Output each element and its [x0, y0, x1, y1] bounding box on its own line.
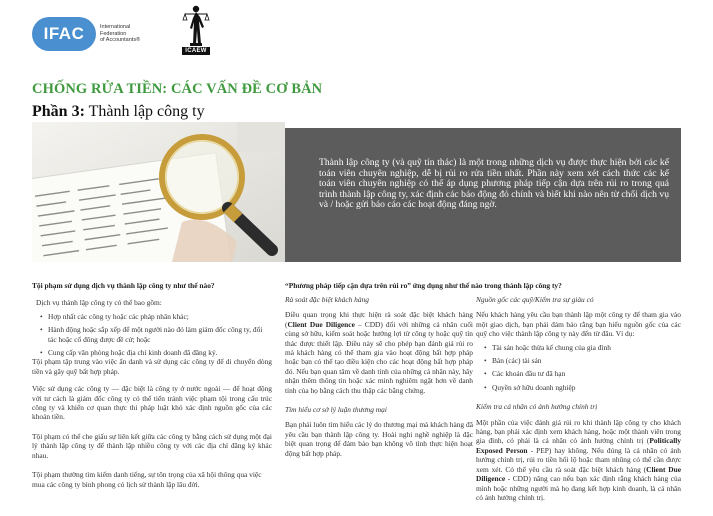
list-item-text: Các khoản đầu tư đã hạn — [492, 369, 566, 379]
source-funds-paragraph: Nếu khách hàng yêu cầu bạn thành lập một công ty để tham gia vào một giao dịch, bạn phải đảm bảo rằng bạn hiểu nguồn gốc của các quỹ cho việc thành lập công ty này đến từ đâu. Ví dụ: — [476, 310, 681, 339]
pep-text: Một phần của việc đánh giá rủi ro khi thành lập công ty cho khách hàng, bạn phải xác định xem khách hàng, hoặc một thành viên trong gia đình, có phải là cá nhân có ảnh hưởng chính trị ( — [476, 417, 681, 446]
document-magnifier-photo — [32, 122, 285, 262]
bullet-icon: • — [484, 382, 487, 392]
col1-heading: Tội phạm sử dụng dịch vụ thành lập công ty như thế nào? — [32, 281, 215, 290]
list-item-text: Hành động hoặc sắp xếp để một người nào đó làm giám đốc công ty, đối tác hoặc cổ đông được đề cử; hoặc — [48, 325, 263, 344]
section-name: Thành lập công ty — [84, 103, 205, 120]
col1-lead: Dịch vụ thành lập công ty có thể bao gồm: — [36, 298, 162, 308]
column-left — [32, 281, 272, 489]
list-item — [32, 348, 272, 357]
col1-paragraph: Việc sử dụng các công ty — đặc biệt là công ty ở nước ngoài — để hoạt động với tư cách là giám đốc công ty có thể tiến tránh việc phạm tội trong cấu trúc công ty và khiến cơ quan thực thi pháp luật khó xác định nguồn gốc của các khoản tiền. — [32, 384, 272, 422]
pep-heading: Kiểm tra cá nhân có ảnh hưởng chính trị — [476, 402, 598, 412]
list-item-text: Bán (các) tài sản — [492, 356, 542, 366]
cdd-term: Client Due Diligence — [287, 319, 355, 329]
list-item-text: Tài sản hoặc thừa kế chung của gia đình — [492, 342, 611, 352]
ifac-logo — [32, 16, 152, 52]
intro-text: Thành lập công ty (và quỹ tín thác) là một trong những dịch vụ được thực hiện bởi các kế toán viên chuyên nghiệp, dễ bị rủi ro rửa tiền nhất. Phần này xem xét cách thức các kế toán viên chuyên nghiệp có thể áp dụng phương pháp tiếp cận dựa trên rủi ro trong quá trình thành lập công ty, xác định các báo động đỏ chính và biết khi nào nên từ chối dịch vụ và / hoặc gửi báo cáo các hoạt động đáng ngờ. — [319, 157, 669, 211]
bullet-icon: • — [484, 342, 487, 352]
cdd-paragraph — [285, 310, 473, 395]
magnifier-illustration-icon — [32, 122, 285, 262]
pep-paragraph — [476, 418, 681, 503]
col2-heading: “Phương pháp tiếp cận dựa trên rủi ro” ứng dụng như thế nào trong thành lập công ty? — [285, 281, 562, 290]
list-item — [476, 356, 681, 365]
commercial-heading: Tìm hiểu cơ sở lý luận thương mại — [285, 405, 387, 415]
list-item-text: Quyền sở hữu doanh nghiệp — [492, 382, 576, 392]
bullet-icon: • — [484, 356, 487, 366]
bullet-icon: • — [40, 325, 43, 335]
bullet-icon: • — [40, 311, 43, 321]
section-prefix: Phần 3: — [32, 103, 85, 120]
cdd-text: Điều quan trọng khi thực hiện rà soát đặc biệt khách hàng ( — [285, 310, 473, 329]
ifac-name-line: of Accountants® — [100, 37, 141, 44]
list-item — [32, 312, 272, 321]
list-item-text: Hợp nhất các công ty hoặc các pháp nhân khác; — [48, 311, 189, 321]
icaew-figure-icon — [181, 4, 211, 46]
list-item-text: Cung cấp văn phòng hoặc địa chỉ kinh doanh đã đăng ký. — [48, 348, 218, 358]
icaew-label: ICAEW — [182, 47, 210, 55]
bullet-icon: • — [40, 348, 43, 358]
list-item — [476, 369, 681, 378]
list-item — [476, 383, 681, 392]
section-title — [32, 103, 205, 121]
source-funds-heading: Nguồn gốc các quỹ/Kiểm tra sự giàu có — [476, 295, 594, 304]
ifac-name — [100, 24, 140, 44]
column-right — [476, 295, 681, 502]
cdd-term: Client Due Diligence — [476, 464, 682, 484]
cdd-heading: Rà soát đặc biệt khách hàng — [285, 295, 369, 304]
icaew-logo — [178, 4, 214, 60]
col1-paragraph: Tội phạm tập trung vào việc ẩn danh và sử dụng các công ty để di chuyển dòng tiền và gây quỹ bất hợp pháp. — [32, 357, 272, 376]
list-item — [32, 325, 272, 344]
ifac-badge: IFAC — [32, 17, 96, 51]
intro-panel — [285, 128, 681, 262]
pep-text: - CDD) nâng cao nếu bạn xác định rằng khách hàng của mình hoặc những người mà họ đang kết hợp kinh doanh, là cá nhân có ảnh hưởng chính trị. — [476, 474, 681, 502]
commercial-paragraph: Bạn phải luôn tìm hiểu các lý do thương mại mà khách hàng đã yêu cầu bạn thành lập công ty. Hoài nghi nghề nghiệp là đặc biệt quan trọng để đảm bảo bạn không vô tình thực hiện hoạt động bất hợp pháp. — [285, 420, 473, 458]
ifac-name-line: Federation — [100, 30, 127, 37]
pep-text: - PEP) hay không. Nếu đúng là cá nhân có ảnh hưởng chính trị, rủi ro tiền hối lộ hoặc tham nhũng có thể cần được xem xét. Cỏ thể yêu cầu rà soát đặc biệt khách hàng ( — [476, 445, 681, 474]
col1-paragraph: Tội phạm có thể che giấu sự liên kết giữa các công ty bằng cách sử dụng một đại lý thành lập công ty để thành lập nhiều công ty với các địa chỉ đăng ký khác nhau. — [32, 431, 272, 460]
page-title: CHỐNG RỬA TIỀN: CÁC VẤN ĐỀ CƠ BẢN — [32, 81, 323, 97]
ifac-name-line: International — [100, 24, 131, 31]
list-item — [476, 343, 681, 352]
bullet-icon: • — [484, 369, 487, 379]
column-middle — [285, 295, 473, 458]
col1-paragraph: Tội phạm thường tìm kiếm danh tiếng, sự tôn trọng của xã hội thông qua việc mua các công ty bình phong có lịch sử thành lập lâu đời. — [32, 470, 262, 489]
pep-term: Politically Exposed Person — [476, 436, 681, 455]
cdd-text: – CDD) đối với những cá nhân cuối cùng sở hữu, kiểm soát hoặc hưởng lợi từ công ty hoặc quỹ tín thác được thiết lập. Điều này sẽ cho phép bạn đánh giá rủi ro mà khách hàng có thể tham gia vào hoạt động bất hợp pháp hoặc bạn có thể tạo điều kiện cho các hoạt động bất hợp pháp đó. Nếu bạn quan tâm về danh tính của những cá nhân này, hãy nhận thêm thông tin hoặc xác minh nghiêm ngặt hơn về danh tính của họ bằng cách thu thập các bằng chứng. — [285, 319, 473, 395]
